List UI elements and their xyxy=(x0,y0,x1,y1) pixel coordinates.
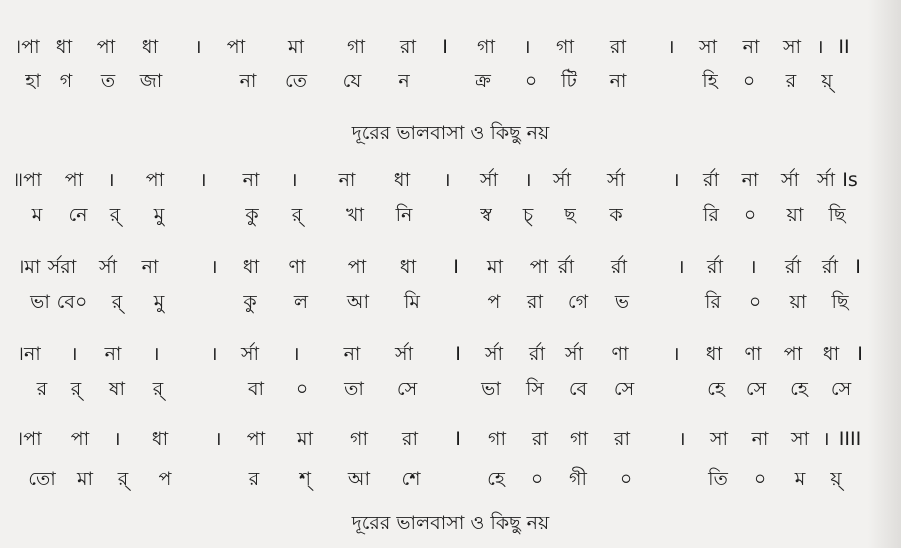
lyric-token: হে xyxy=(487,468,505,490)
lyric-token: মা xyxy=(76,468,94,490)
notation-token: র্সা xyxy=(484,343,504,365)
lyric-token: ০ xyxy=(748,291,762,313)
lyric-token: প xyxy=(487,291,501,313)
lyric-token: র্ xyxy=(111,291,123,313)
lyric-token: ০ xyxy=(524,70,538,92)
notation-token: সা xyxy=(790,428,810,450)
notation-token: । xyxy=(672,169,680,191)
lyric-token: ০ xyxy=(742,70,756,92)
lyric-token: র্ xyxy=(70,378,82,400)
lyric-token: আ xyxy=(346,291,370,313)
lyric-token: য়্ xyxy=(830,468,842,490)
lyric-token: মু xyxy=(153,291,165,313)
notation-token: I xyxy=(453,256,459,278)
lyric-token: হে xyxy=(790,378,808,400)
lyric-token: ক xyxy=(609,204,623,226)
notation-token: ধা xyxy=(399,256,417,278)
lyric-token: সে xyxy=(830,378,852,400)
notation-token: ।মা xyxy=(17,256,41,278)
notation-token: পা xyxy=(783,343,803,365)
notation-token: । xyxy=(292,343,300,365)
lyric-token: তি xyxy=(708,468,728,490)
lyric-token: র্ xyxy=(291,204,303,226)
notation-token: ণা xyxy=(288,256,306,278)
notation-token: সা xyxy=(709,428,729,450)
notation-token: পা xyxy=(246,428,266,450)
lyric-token: তা xyxy=(344,378,364,400)
lyric-token: ম xyxy=(794,468,806,490)
lyric-token: চ্ xyxy=(522,204,534,226)
lyric-token: খা xyxy=(346,204,364,226)
lyric-token: হা xyxy=(25,70,41,92)
lyric-row xyxy=(0,465,901,493)
lyric-token: ভা xyxy=(481,378,501,400)
lyric-token: সে xyxy=(613,378,635,400)
lyric-token: র্ xyxy=(152,378,164,400)
notation-token: র্রা xyxy=(707,256,723,278)
lyric-token: র্ xyxy=(117,468,129,490)
lyric-row xyxy=(0,375,901,403)
lyric-token: ন xyxy=(398,70,410,92)
notation-token: । xyxy=(210,256,218,278)
lyric-token: য়া xyxy=(786,204,804,226)
lyric-token: সে xyxy=(745,378,767,400)
notation-token: । xyxy=(672,343,680,365)
notation-token: গা xyxy=(350,428,368,450)
notation-token: র্সা xyxy=(780,169,800,191)
notation-token: ।না xyxy=(17,343,41,365)
notation-token: না xyxy=(742,36,760,58)
notation-token: র্সা xyxy=(606,169,626,191)
notation-token: ধা xyxy=(822,343,840,365)
notation-token: র্রা xyxy=(822,256,838,278)
notation-token: র্সা xyxy=(816,169,836,191)
notation-token: । xyxy=(667,36,675,58)
notation-token: র্রা xyxy=(529,343,545,365)
notation-token: র্সা xyxy=(240,343,260,365)
notation-token: গা xyxy=(477,36,495,58)
notation-token: না xyxy=(338,169,356,191)
notation-token: । xyxy=(113,428,121,450)
notation-token: না xyxy=(242,169,260,191)
lyric-token: নি xyxy=(395,204,413,226)
lyric-token: র্ xyxy=(109,204,121,226)
notation-token: IIII xyxy=(838,428,862,450)
lyric-token: না xyxy=(609,70,627,92)
lyric-token: কু xyxy=(243,291,257,313)
notation-token: । xyxy=(523,36,531,58)
lyric-token: ০ xyxy=(619,468,633,490)
notation-token: I xyxy=(455,343,461,365)
notation-token: গা xyxy=(488,428,506,450)
notation-token: রা xyxy=(610,36,626,58)
lyric-token: তে xyxy=(285,70,307,92)
lyric-token: সে xyxy=(396,378,418,400)
notation-token: না xyxy=(751,428,769,450)
notation-token: ধা xyxy=(55,36,73,58)
notation-token: র্সা xyxy=(564,343,584,365)
notation-token: ॥পা xyxy=(12,169,42,191)
notation-token: পা xyxy=(347,256,367,278)
lyric-row xyxy=(0,288,901,316)
notation-token: র্রা xyxy=(703,169,719,191)
notation-token: পা xyxy=(96,36,116,58)
notation-token: পা xyxy=(226,36,246,58)
lyric-token: রি xyxy=(705,291,721,313)
notation-token: রা xyxy=(614,428,630,450)
lyric-token: জা xyxy=(139,70,163,92)
notation-token: ধা xyxy=(141,36,159,58)
notation-token: রা xyxy=(400,36,416,58)
lyric-token: শ্ xyxy=(299,468,311,490)
notation-token: । xyxy=(194,36,202,58)
notation-token: ।পা xyxy=(16,428,42,450)
lyric-token: মি xyxy=(404,291,420,313)
notation-token: । xyxy=(214,428,222,450)
lyric-token: আ xyxy=(347,468,371,490)
notation-token: র্রা xyxy=(558,256,574,278)
lyric-token: তো xyxy=(28,468,56,490)
lyric-token: য়া xyxy=(789,291,807,313)
lyric-token: হি xyxy=(702,70,718,92)
notation-token: Is xyxy=(842,169,858,191)
lyric-token: বা xyxy=(247,378,265,400)
notation-token: পা xyxy=(64,169,84,191)
notation-token: মা xyxy=(296,428,314,450)
notation-token: । xyxy=(290,169,298,191)
lyric-token: কু xyxy=(245,204,259,226)
notation-token: মা xyxy=(287,36,305,58)
notation-token: না xyxy=(343,343,361,365)
notation-token: I xyxy=(442,36,448,58)
lyric-token: ০ xyxy=(530,468,544,490)
lyric-token: শে xyxy=(401,468,421,490)
notation-token: সা xyxy=(698,36,718,58)
lyric-token: নে xyxy=(68,204,88,226)
notation-token: র্রা xyxy=(785,256,801,278)
lyric-token: র xyxy=(36,378,48,400)
lyric-token: য়্ xyxy=(821,70,833,92)
lyric-token: ছি xyxy=(831,291,849,313)
notation-token: র্সা xyxy=(552,169,572,191)
lyric-token: বে xyxy=(568,378,588,400)
lyric-token: র xyxy=(785,70,797,92)
notation-token: না xyxy=(741,169,759,191)
notation-token: I xyxy=(455,428,461,450)
lyric-token: যে xyxy=(342,70,362,92)
song-caption: দূরের ভালবাসা ও কিছু নয় xyxy=(351,512,550,534)
notation-token: I xyxy=(857,343,863,365)
notation-token: ।পা xyxy=(14,36,40,58)
notation-token: I xyxy=(855,256,861,278)
lyric-token: র xyxy=(248,468,260,490)
lyric-row xyxy=(0,67,901,95)
notation-token: । xyxy=(152,343,160,365)
notation-token: রা xyxy=(532,428,548,450)
notation-token: । xyxy=(210,343,218,365)
notation-row xyxy=(0,166,901,194)
notation-token: পা xyxy=(145,169,165,191)
page-edge-shadow xyxy=(868,0,901,548)
notation-row xyxy=(0,425,901,453)
notation-token: ধা xyxy=(393,169,411,191)
lyric-token: হে xyxy=(707,378,725,400)
lyric-token: বে০ xyxy=(56,291,88,313)
lyric-token: ছি xyxy=(828,204,846,226)
lyric-token: ত xyxy=(100,70,116,92)
notation-token: পা xyxy=(70,428,90,450)
notation-token: ণা xyxy=(744,343,762,365)
notation-row xyxy=(0,33,901,61)
notation-token: । xyxy=(107,169,115,191)
lyric-token: ল xyxy=(293,291,309,313)
lyric-row xyxy=(0,201,901,229)
notation-token: । xyxy=(822,428,830,450)
notation-token: গা xyxy=(556,36,574,58)
lyric-token: প xyxy=(158,468,172,490)
notation-row xyxy=(0,253,901,281)
notation-token: । xyxy=(443,169,451,191)
notation-token: । xyxy=(199,169,207,191)
notation-row xyxy=(0,340,901,368)
notation-token: র্সা xyxy=(98,256,118,278)
notation-token: র্সা xyxy=(394,343,414,365)
lyric-token: গ xyxy=(59,70,73,92)
lyric-token: ষা xyxy=(109,378,125,400)
lyric-token: গে xyxy=(567,291,589,313)
lyric-token: রা xyxy=(527,291,543,313)
notation-token: । xyxy=(677,256,685,278)
lyric-token: মু xyxy=(153,204,165,226)
lyric-token: রি xyxy=(703,204,719,226)
notation-token: । xyxy=(749,256,757,278)
lyric-token: ভ xyxy=(614,291,630,313)
lyric-token: সি xyxy=(526,378,544,400)
notation-token: ধা xyxy=(705,343,723,365)
lyric-token: ম xyxy=(31,204,43,226)
notation-token: ধা xyxy=(151,428,169,450)
notation-token: র্রা xyxy=(611,256,627,278)
notation-token: । xyxy=(524,169,532,191)
notation-token: গা xyxy=(570,428,588,450)
notation-token: II xyxy=(838,36,850,58)
lyric-token: ০ xyxy=(295,378,309,400)
notation-token: রা xyxy=(402,428,418,450)
notation-token: । xyxy=(678,428,686,450)
song-caption: দূরের ভালবাসা ও কিছু নয় xyxy=(351,122,550,144)
notation-token: । xyxy=(70,343,78,365)
lyric-token: ছ xyxy=(564,204,576,226)
notation-token: না xyxy=(141,256,159,278)
notation-token: । xyxy=(816,36,824,58)
notation-token: ণা xyxy=(611,343,629,365)
notation-token: সা xyxy=(782,36,802,58)
notation-token: গা xyxy=(347,36,365,58)
notation-token: পা xyxy=(529,256,549,278)
lyric-token: টি xyxy=(561,70,577,92)
notation-token: ধা xyxy=(242,256,260,278)
lyric-token: গী xyxy=(569,468,587,490)
lyric-token: ০ xyxy=(743,204,757,226)
lyric-token: ক্র xyxy=(475,70,491,92)
notation-token: মা xyxy=(486,256,504,278)
notation-token: র্সরা xyxy=(47,256,77,278)
lyric-token: স্ব xyxy=(480,204,492,226)
notation-token: না xyxy=(104,343,122,365)
lyric-token: ভা xyxy=(30,291,50,313)
lyric-token: ০ xyxy=(753,468,767,490)
notation-token: র্সা xyxy=(479,169,499,191)
lyric-token: না xyxy=(239,70,257,92)
